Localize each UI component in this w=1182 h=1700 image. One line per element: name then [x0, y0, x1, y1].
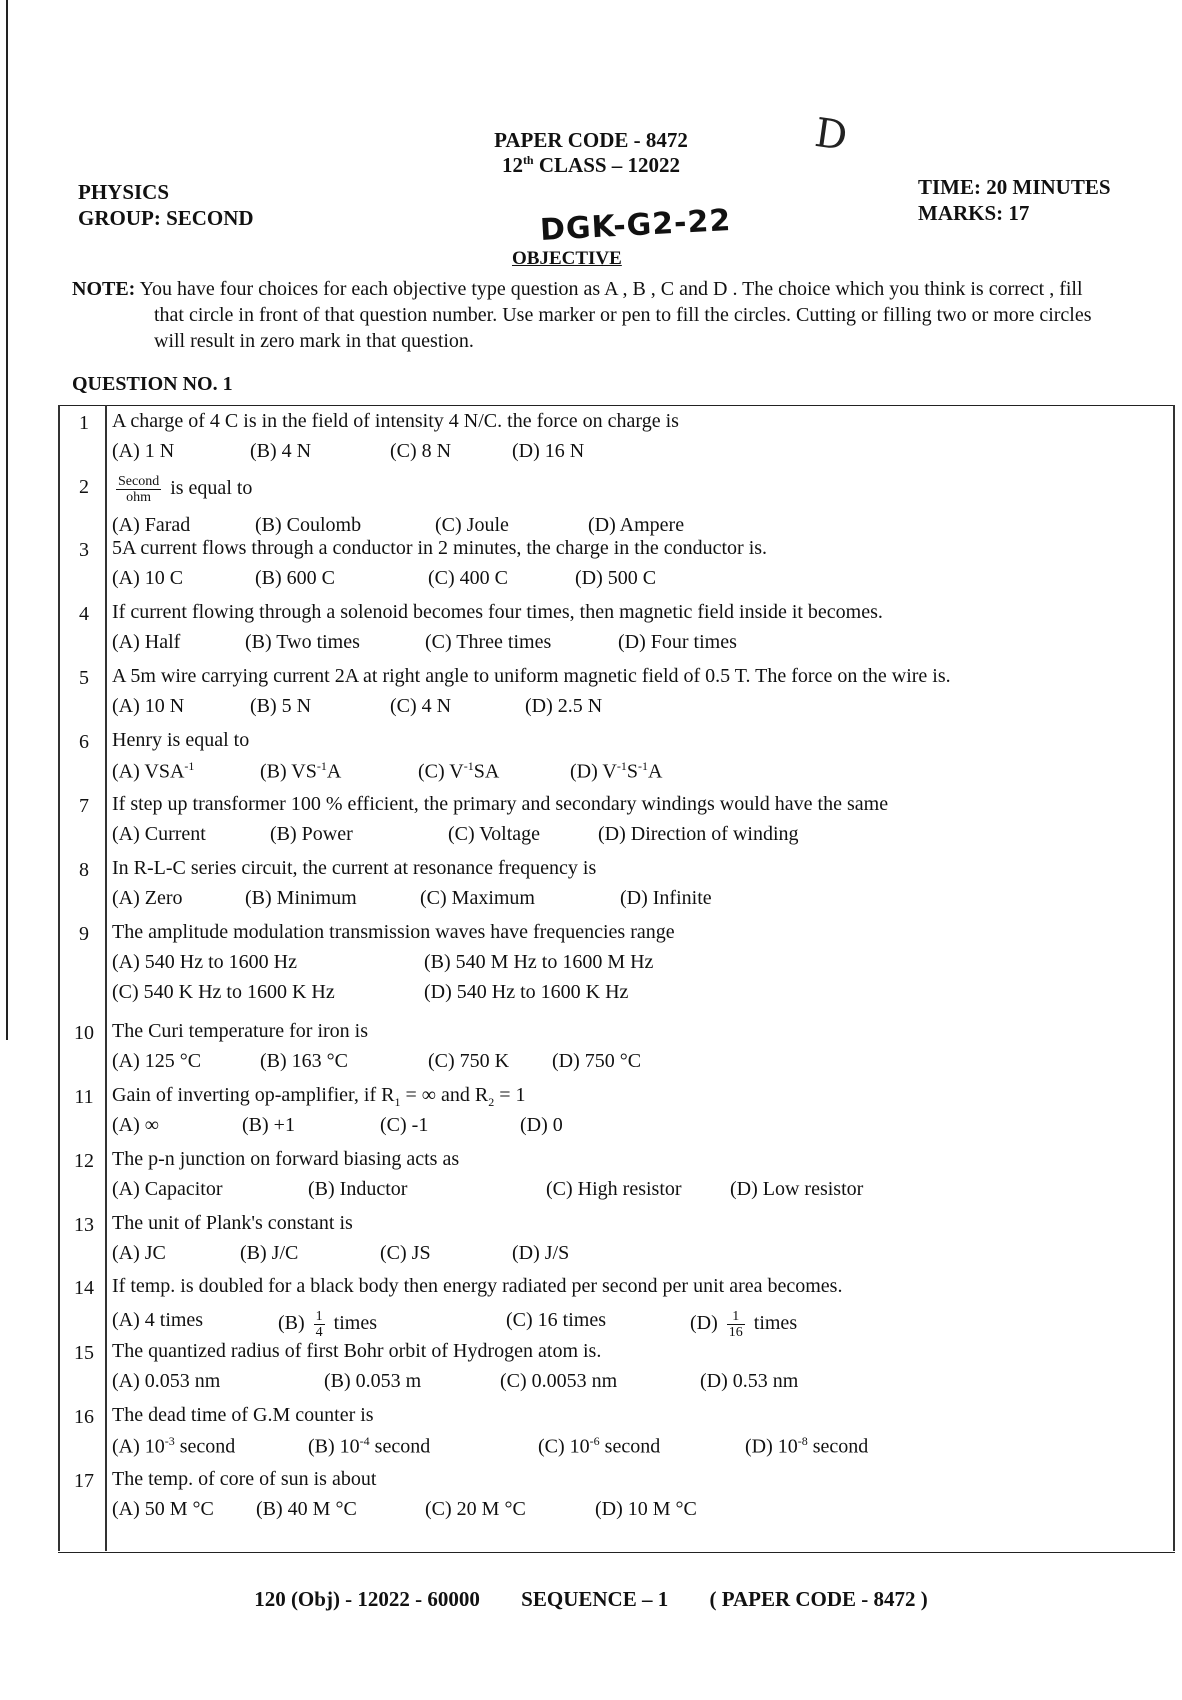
- handwritten-code: DGK-G2-22: [539, 203, 733, 248]
- option: (B) 5 N: [250, 695, 312, 717]
- question-number: 1: [79, 412, 89, 434]
- option: (D) 16 N: [512, 440, 585, 462]
- option: (A) Current: [112, 823, 206, 845]
- option: (A) Capacitor: [112, 1178, 223, 1200]
- question-text: $\frac{\text{Second}}{\text{ohm}}$ is equal to: [118, 474, 253, 505]
- option: (B) 540 M Hz to 1600 M Hz: [424, 951, 654, 973]
- fraction: $\frac{1}{4}$: [315, 1309, 323, 1340]
- question-number: 5: [79, 667, 89, 689]
- option: (C) 0.0053 nm: [500, 1370, 618, 1392]
- option: (B) $VS^{-1}A$: [260, 759, 342, 783]
- question-text: The temp. of core of sun is about: [112, 1468, 377, 1490]
- option: (A) 10 C: [112, 567, 184, 589]
- question-text: The amplitude modulation transmission waves have frequencies range: [112, 921, 675, 943]
- question-number: 10: [74, 1022, 94, 1044]
- fraction: $\frac{1}{16}$: [728, 1309, 743, 1340]
- option: (B) Coulomb: [255, 514, 362, 536]
- option: (D) 0.53 nm: [700, 1370, 799, 1392]
- option: (A) 540 Hz to 1600 Hz: [112, 951, 297, 973]
- option: (B) Two times: [245, 631, 360, 653]
- option: (C) High resistor: [546, 1178, 682, 1200]
- handwritten-mark: D: [811, 109, 851, 161]
- option: (C) Maximum: [420, 887, 535, 909]
- table-column-divider: [105, 405, 107, 1551]
- question-text: Henry is equal to: [112, 729, 250, 751]
- option: (B) J/C: [240, 1242, 299, 1264]
- marks: MARKS: 17: [918, 201, 1030, 225]
- option: (D) 540 Hz to 1600 K Hz: [424, 981, 629, 1003]
- option: (C) 16 times: [506, 1309, 606, 1331]
- subject: PHYSICS: [78, 180, 170, 204]
- footer-right: ( PAPER CODE - 8472 ): [709, 1587, 928, 1611]
- option: (C) 540 K Hz to 1600 K Hz: [112, 981, 335, 1003]
- question-number: 4: [79, 603, 89, 625]
- question-text: In R-L-C series circuit, the current at resonance frequency is: [112, 857, 597, 879]
- option: (A) JC: [112, 1242, 166, 1264]
- question-number: 11: [74, 1086, 94, 1108]
- option: (D) 750 °C: [552, 1050, 642, 1072]
- question-text: A 5m wire carrying current 2A at right angle to uniform magnetic field of 0.5 T. The force on the wire is.: [112, 665, 951, 687]
- option: (B) $10^{-4}$ second: [308, 1434, 431, 1458]
- question-text: If step up transformer 100 % efficient, the primary and secondary windings would have the same: [112, 793, 889, 815]
- option: (C) Joule: [435, 514, 509, 536]
- option: (D) Infinite: [620, 887, 712, 909]
- option: (A) 50 M °C: [112, 1498, 214, 1520]
- option: (C) $10^{-6}$ second: [538, 1434, 661, 1458]
- question-number: 7: [79, 795, 89, 817]
- note-text: You have four choices for each objective type question as A , B , C and D . The choice which you think is correct , fill that circle in front of that question number. Use marker or pen to fill the circles. Cutting or filling two or more circles will result in zero mark in that question.: [139, 278, 1092, 352]
- question-number: 15: [74, 1342, 94, 1364]
- option: (A) 0.053 nm: [112, 1370, 221, 1392]
- option: (D) Low resistor: [730, 1178, 864, 1200]
- footer-left: 120 (Obj) - 12022 - 60000: [254, 1587, 480, 1611]
- option: (D) $\frac{1}{16}$ times: [690, 1309, 798, 1340]
- question-number: 12: [74, 1150, 94, 1172]
- option: (A) $10^{-3}$ second: [112, 1434, 236, 1458]
- note: [72, 276, 1092, 354]
- time: TIME: 20 MINUTES: [918, 175, 1111, 199]
- option: (C) 400 C: [428, 567, 508, 589]
- option: (B) 4 N: [250, 440, 312, 462]
- option: (D) 500 C: [575, 567, 657, 589]
- option: (B) Inductor: [308, 1178, 408, 1200]
- option: (B) Minimum: [245, 887, 357, 909]
- footer-middle: SEQUENCE – 1: [521, 1587, 669, 1611]
- option: (A) 4 times: [112, 1309, 204, 1331]
- question-number: 14: [74, 1277, 94, 1299]
- option: (B) Power: [270, 823, 353, 845]
- option: (A) ∞: [112, 1114, 160, 1136]
- option: (A) Zero: [112, 887, 183, 909]
- section-title: OBJECTIVE: [512, 248, 622, 269]
- table-right-border: [1173, 405, 1175, 1551]
- question-number: 6: [79, 731, 89, 753]
- option: (A) Farad: [112, 514, 191, 536]
- table-left-border: [58, 405, 60, 1551]
- question-text: If current flowing through a solenoid becomes four times, then magnetic field inside it becomes.: [112, 601, 883, 623]
- question-text: If temp. is doubled for a black body then energy radiated per second per unit area becomes.: [112, 1275, 843, 1297]
- option: (C) 8 N: [390, 440, 452, 462]
- question-text: The Curi temperature for iron is: [112, 1020, 369, 1042]
- option: (B) 163 °C: [260, 1050, 348, 1072]
- question-number: 16: [74, 1406, 94, 1428]
- question-number: 17: [74, 1470, 94, 1492]
- fraction: $\frac{\text{Second}}{\text{ohm}}$: [118, 474, 160, 505]
- option: (D) Direction of winding: [598, 823, 799, 845]
- option: (D) J/S: [512, 1242, 570, 1264]
- option: (D) 10 M °C: [595, 1498, 697, 1520]
- option: (C) 20 M °C: [425, 1498, 526, 1520]
- option: (A) 1 N: [112, 440, 175, 462]
- question-text: Gain of inverting op-amplifier, if $R_1$ = ∞ and $R_2 = 1$: [112, 1084, 526, 1109]
- question-text: 5A current flows through a conductor in 2 minutes, the charge in the conductor is.: [112, 537, 768, 559]
- option: (C) -1: [380, 1114, 429, 1136]
- group: GROUP: SECOND: [78, 206, 254, 230]
- question-number: 13: [74, 1214, 94, 1236]
- question-text: A charge of 4 C is in the field of intensity 4 N/C. the force on charge is: [112, 410, 679, 432]
- class-line: 12th CLASS – 12022: [501, 153, 681, 177]
- option: (A) $VSA^{-1}$: [112, 759, 195, 783]
- option: (A) 125 °C: [112, 1050, 202, 1072]
- option: (A) Half: [112, 631, 181, 653]
- option: (B) 600 C: [255, 567, 335, 589]
- footer: [0, 1587, 1182, 1612]
- question-number: 3: [79, 539, 89, 561]
- option: (D) Ampere: [588, 514, 685, 536]
- question-text: The quantized radius of first Bohr orbit of Hydrogen atom is.: [112, 1340, 602, 1362]
- option: (D) $10^{-8}$ second: [745, 1434, 869, 1458]
- question-text: The p-n junction on forward biasing acts as: [112, 1148, 460, 1170]
- option: (C) Voltage: [448, 823, 541, 845]
- option: (D) 2.5 N: [525, 695, 603, 717]
- question-text: The unit of Plank's constant is: [112, 1212, 353, 1234]
- option: (B) +1: [242, 1114, 295, 1136]
- note-label: NOTE:: [72, 278, 136, 300]
- option: (B) $\frac{1}{4}$ times: [278, 1309, 378, 1340]
- option: (D) Four times: [618, 631, 737, 653]
- question-text: The dead time of G.M counter is: [112, 1404, 374, 1426]
- option: (B) 0.053 m: [324, 1370, 422, 1392]
- question-number: 9: [79, 923, 89, 945]
- option: (C) 4 N: [390, 695, 452, 717]
- option: (A) 10 N: [112, 695, 185, 717]
- option: (B) 40 M °C: [256, 1498, 357, 1520]
- option: (C) JS: [380, 1242, 431, 1264]
- option: (D) $V^{-1}S^{-1}A$: [570, 759, 663, 783]
- question-heading: QUESTION NO. 1: [72, 373, 233, 395]
- question-number: 8: [79, 859, 89, 881]
- option: (C) 750 K: [428, 1050, 510, 1072]
- option: (D) 0: [520, 1114, 563, 1136]
- paper-code: PAPER CODE - 8472: [494, 128, 688, 152]
- option: (C) Three times: [425, 631, 552, 653]
- option: (C) $V^{-1}SA$: [418, 759, 500, 783]
- question-number: 2: [79, 476, 89, 498]
